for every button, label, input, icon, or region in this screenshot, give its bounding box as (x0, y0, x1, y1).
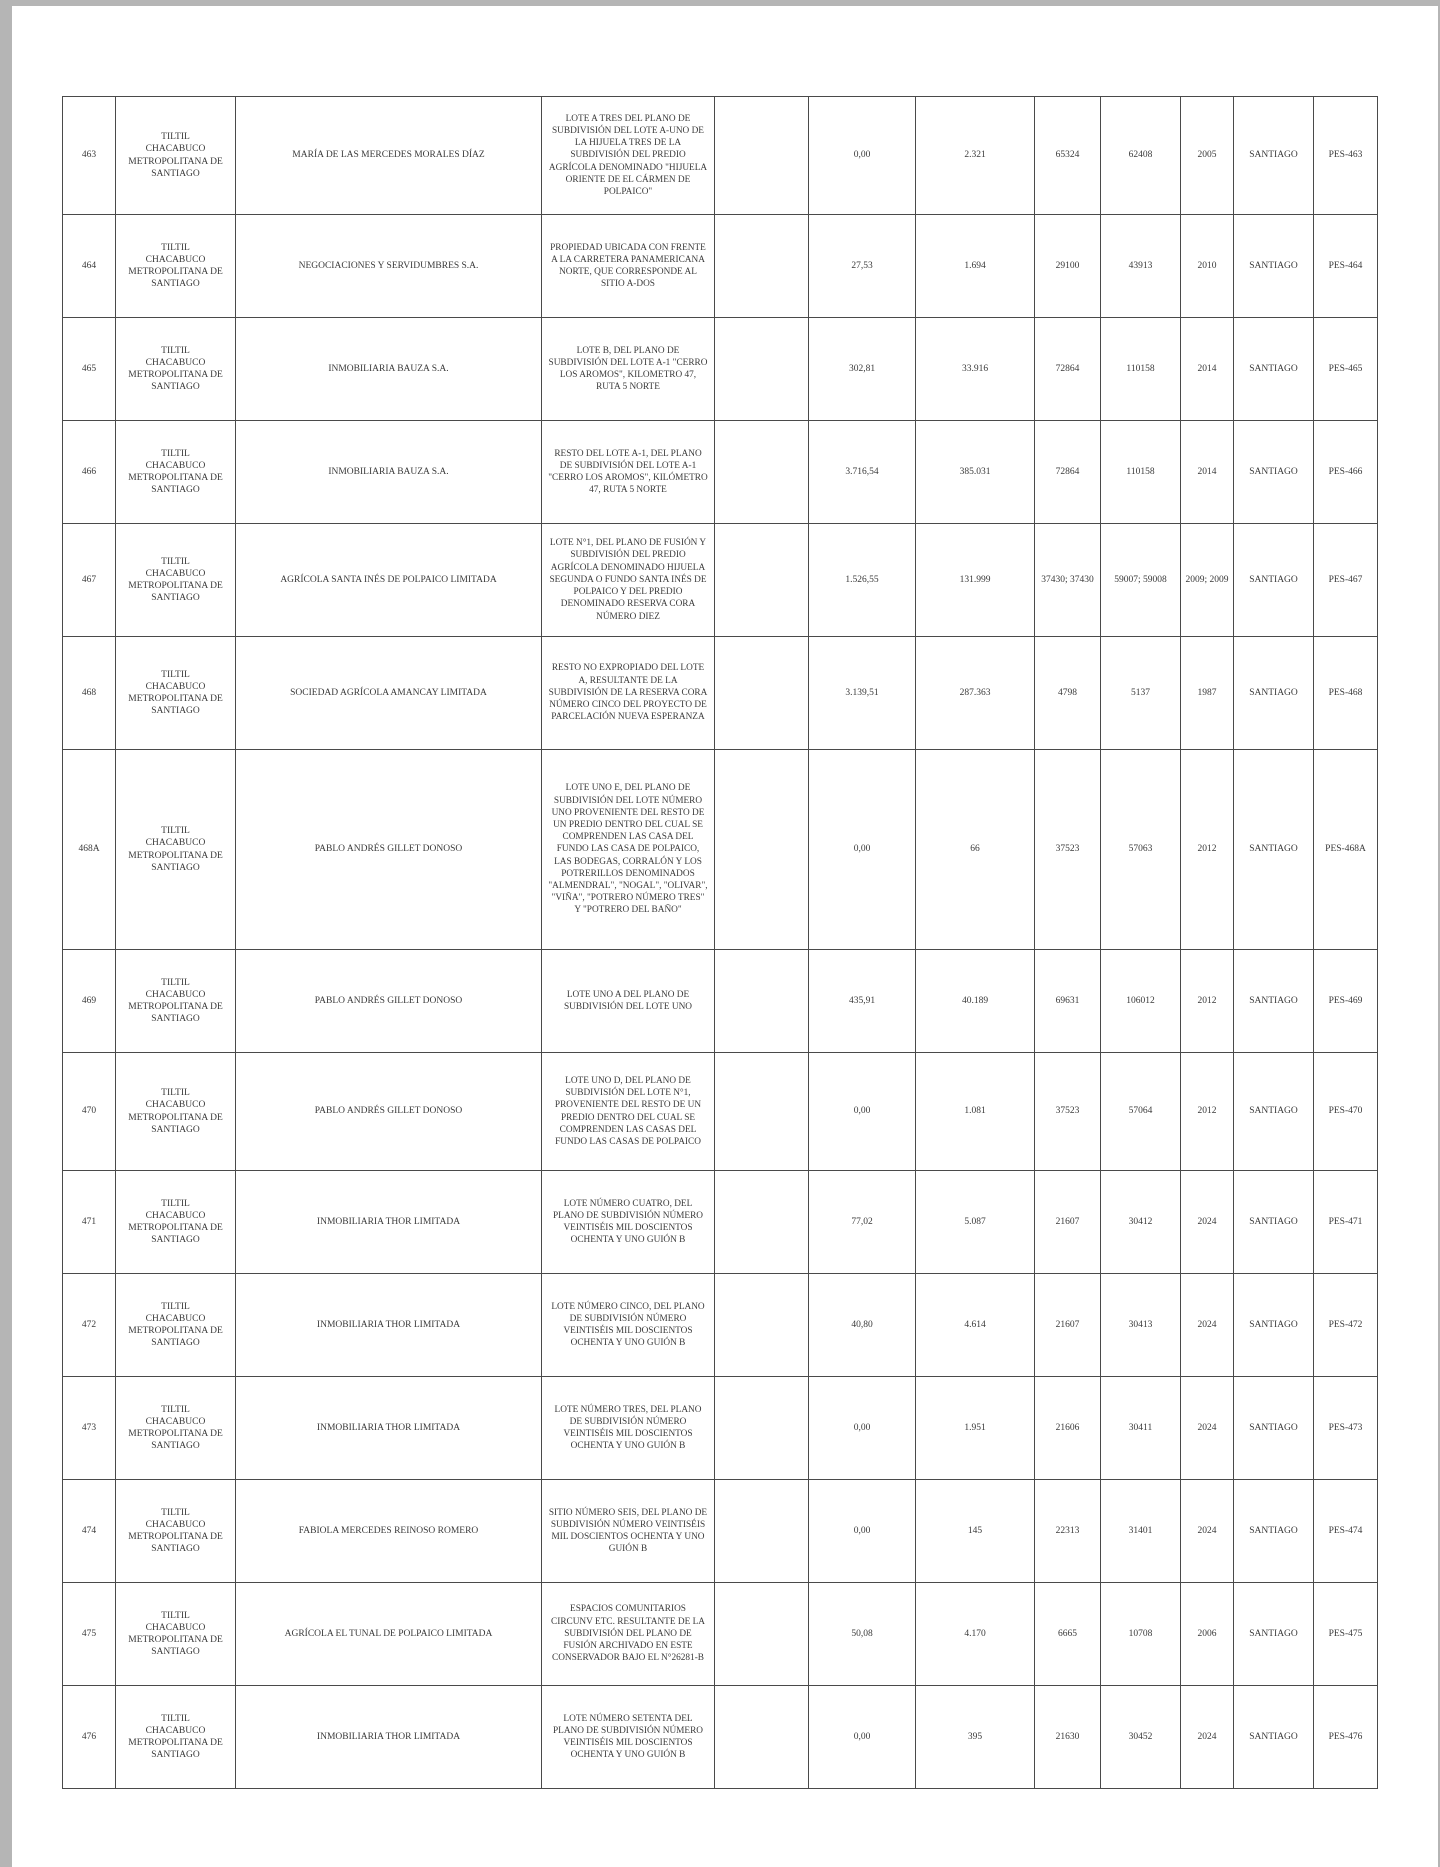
provincia-text: CHACABUCO (145, 989, 206, 1000)
registrar-cell: SANTIAGO (1234, 1480, 1314, 1583)
extra-cell (715, 637, 809, 750)
region-text: METROPOLITANA DE SANTIAGO (128, 1429, 223, 1452)
location-cell (116, 1053, 236, 1171)
registrar-cell: SANTIAGO (1234, 1053, 1314, 1171)
fojas-cell: 69631 (1035, 950, 1101, 1053)
row-id-cell: 466 (63, 421, 116, 524)
year-cell: 2012 (1181, 950, 1234, 1053)
total-area-cell: 1.081 (916, 1053, 1035, 1171)
comuna-text: TILTIL (161, 448, 190, 459)
owner-cell: INMOBILIARIA THOR LIMITADA (236, 1377, 542, 1480)
table-row (63, 318, 1378, 421)
property-description-cell: ESPACIOS COMUNITARIOS CIRCUNV ETC. RESULTANTE DE LA SUBDIVISIÓN DEL PLANO DE FUSIÓN ARCHIVADO EN ESTE CONSERVADOR BAJO EL N°26281-B (542, 1583, 715, 1686)
region-text: METROPOLITANA DE SANTIAGO (128, 1112, 223, 1135)
property-description-cell: LOTE A TRES DEL PLANO DE SUBDIVISIÓN DEL LOTE A-UNO DE LA HIJUELA TRES DE LA SUBDIVISIÓN DEL PREDIO AGRÍCOLA DENOMINADO "HIJUELA ORIENTE DE EL CÁRMEN DE POLPAICO" (542, 97, 715, 215)
location-cell (116, 1274, 236, 1377)
provincia-text: CHACABUCO (145, 357, 206, 368)
table-body (63, 97, 1378, 1789)
affected-area-cell: 77,02 (809, 1171, 916, 1274)
table-row (63, 1583, 1378, 1686)
provincia-text: CHACABUCO (145, 1725, 206, 1736)
property-description-cell: LOTE NÚMERO TRES, DEL PLANO DE SUBDIVISIÓN NÚMERO VEINTISÉIS MIL DOSCIENTOS OCHENTA Y UNO GUIÓN B (542, 1377, 715, 1480)
row-id-cell: 463 (63, 97, 116, 215)
comuna-text: TILTIL (161, 1713, 190, 1724)
comuna-text: TILTIL (161, 669, 190, 680)
extra-cell (715, 1274, 809, 1377)
comuna-text: TILTIL (161, 1198, 190, 1209)
code-cell: PES-474 (1314, 1480, 1378, 1583)
extra-cell (715, 421, 809, 524)
inscription-number-cell: 57064 (1101, 1053, 1181, 1171)
affected-area-cell: 27,53 (809, 215, 916, 318)
inscription-number-cell: 43913 (1101, 215, 1181, 318)
fojas-cell: 21630 (1035, 1686, 1101, 1789)
year-cell: 2024 (1181, 1480, 1234, 1583)
fojas-cell: 21606 (1035, 1377, 1101, 1480)
owner-cell: INMOBILIARIA THOR LIMITADA (236, 1274, 542, 1377)
extra-cell (715, 1686, 809, 1789)
location-cell (116, 950, 236, 1053)
code-cell: PES-475 (1314, 1583, 1378, 1686)
code-cell: PES-464 (1314, 215, 1378, 318)
region-text: METROPOLITANA DE SANTIAGO (128, 1326, 223, 1349)
fojas-cell: 4798 (1035, 637, 1101, 750)
property-description-cell: SITIO NÚMERO SEIS, DEL PLANO DE SUBDIVISIÓN NÚMERO VEINTISÉIS MIL DOSCIENTOS OCHENTA Y UNO GUIÓN B (542, 1480, 715, 1583)
table-row (63, 1686, 1378, 1789)
inscription-number-cell: 30452 (1101, 1686, 1181, 1789)
row-id-cell: 464 (63, 215, 116, 318)
registrar-cell: SANTIAGO (1234, 1686, 1314, 1789)
table-row (63, 1274, 1378, 1377)
provincia-text: CHACABUCO (145, 1313, 206, 1324)
code-cell: PES-469 (1314, 950, 1378, 1053)
property-description-cell: RESTO NO EXPROPIADO DEL LOTE A, RESULTANTE DE LA SUBDIVISIÓN DE LA RESERVA CORA NÚMERO CINCO DEL PROYECTO DE PARCELACIÓN NUEVA ESPERANZA (542, 637, 715, 750)
property-description-cell: LOTE NÚMERO CUATRO, DEL PLANO DE SUBDIVISIÓN NÚMERO VEINTISÉIS MIL DOSCIENTOS OCHENTA Y UNO GUIÓN B (542, 1171, 715, 1274)
code-cell: PES-473 (1314, 1377, 1378, 1480)
provincia-text: CHACABUCO (145, 460, 206, 471)
provincia-text: CHACABUCO (145, 144, 206, 155)
owner-cell: MARÍA DE LAS MERCEDES MORALES DÍAZ (236, 97, 542, 215)
year-cell: 2012 (1181, 1053, 1234, 1171)
registrar-cell: SANTIAGO (1234, 215, 1314, 318)
total-area-cell: 131.999 (916, 524, 1035, 637)
fojas-cell: 29100 (1035, 215, 1101, 318)
table-row (63, 524, 1378, 637)
total-area-cell: 4.170 (916, 1583, 1035, 1686)
total-area-cell: 2.321 (916, 97, 1035, 215)
year-cell: 2014 (1181, 421, 1234, 524)
fojas-cell: 21607 (1035, 1274, 1101, 1377)
property-description-cell: LOTE UNO E, DEL PLANO DE SUBDIVISIÓN DEL LOTE NÚMERO UNO PROVENIENTE DEL RESTO DE UN PREDIO DENTRO DEL CUAL SE COMPRENDEN LAS CASA DEL FUNDO LAS CASA DE POLPAICO, LAS BODEGAS, CORRALÓN Y LOS POTRERILLOS DENOMINADOS "ALMENDRAL", "NOGAL", "OLIVAR", "VIÑA", "POTRERO NÚMERO TRES" Y "POTRERO DEL BAÑO" (542, 750, 715, 950)
region-text: METROPOLITANA DE SANTIAGO (128, 267, 223, 290)
total-area-cell: 1.694 (916, 215, 1035, 318)
total-area-cell: 40.189 (916, 950, 1035, 1053)
total-area-cell: 4.614 (916, 1274, 1035, 1377)
table-row (63, 1171, 1378, 1274)
location-cell (116, 750, 236, 950)
code-cell: PES-468A (1314, 750, 1378, 950)
fojas-cell: 37523 (1035, 1053, 1101, 1171)
region-text: METROPOLITANA DE SANTIAGO (128, 1002, 223, 1025)
year-cell: 2014 (1181, 318, 1234, 421)
table-row (63, 215, 1378, 318)
extra-cell (715, 950, 809, 1053)
owner-cell: AGRÍCOLA EL TUNAL DE POLPAICO LIMITADA (236, 1583, 542, 1686)
owner-cell: INMOBILIARIA BAUZA S.A. (236, 421, 542, 524)
year-cell: 2009; 2009 (1181, 524, 1234, 637)
year-cell: 2024 (1181, 1377, 1234, 1480)
year-cell: 2005 (1181, 97, 1234, 215)
registrar-cell: SANTIAGO (1234, 421, 1314, 524)
region-text: METROPOLITANA DE SANTIAGO (128, 473, 223, 496)
row-id-cell: 469 (63, 950, 116, 1053)
region-text: METROPOLITANA DE SANTIAGO (128, 581, 223, 604)
property-description-cell: LOTE B, DEL PLANO DE SUBDIVISIÓN DEL LOTE A-1 "CERRO LOS AROMOS", KILOMETRO 47, RUTA 5 NORTE (542, 318, 715, 421)
fojas-cell: 21607 (1035, 1171, 1101, 1274)
affected-area-cell: 302,81 (809, 318, 916, 421)
affected-area-cell: 3.716,54 (809, 421, 916, 524)
provincia-text: CHACABUCO (145, 254, 206, 265)
table-row (63, 1480, 1378, 1583)
location-cell (116, 215, 236, 318)
code-cell: PES-470 (1314, 1053, 1378, 1171)
year-cell: 2024 (1181, 1686, 1234, 1789)
registrar-cell: SANTIAGO (1234, 750, 1314, 950)
affected-area-cell: 0,00 (809, 750, 916, 950)
row-id-cell: 475 (63, 1583, 116, 1686)
fojas-cell: 6665 (1035, 1583, 1101, 1686)
comuna-text: TILTIL (161, 1301, 190, 1312)
extra-cell (715, 318, 809, 421)
location-cell (116, 1377, 236, 1480)
code-cell: PES-468 (1314, 637, 1378, 750)
extra-cell (715, 1583, 809, 1686)
inscription-number-cell: 110158 (1101, 318, 1181, 421)
provincia-text: CHACABUCO (145, 838, 206, 849)
property-description-cell: LOTE UNO A DEL PLANO DE SUBDIVISIÓN DEL LOTE UNO (542, 950, 715, 1053)
year-cell: 1987 (1181, 637, 1234, 750)
provincia-text: CHACABUCO (145, 1622, 206, 1633)
total-area-cell: 5.087 (916, 1171, 1035, 1274)
extra-cell (715, 524, 809, 637)
year-cell: 2010 (1181, 215, 1234, 318)
year-cell: 2012 (1181, 750, 1234, 950)
registrar-cell: SANTIAGO (1234, 1171, 1314, 1274)
fojas-cell: 72864 (1035, 318, 1101, 421)
provincia-text: CHACABUCO (145, 681, 206, 692)
affected-area-cell: 0,00 (809, 1480, 916, 1583)
row-id-cell: 470 (63, 1053, 116, 1171)
inscription-number-cell: 10708 (1101, 1583, 1181, 1686)
property-table (62, 96, 1378, 1789)
fojas-cell: 72864 (1035, 421, 1101, 524)
region-text: METROPOLITANA DE SANTIAGO (128, 1223, 223, 1246)
registrar-cell: SANTIAGO (1234, 950, 1314, 1053)
owner-cell: AGRÍCOLA SANTA INÉS DE POLPAICO LIMITADA (236, 524, 542, 637)
registrar-cell: SANTIAGO (1234, 1377, 1314, 1480)
inscription-number-cell: 30412 (1101, 1171, 1181, 1274)
inscription-number-cell: 59007; 59008 (1101, 524, 1181, 637)
extra-cell (715, 1171, 809, 1274)
location-cell (116, 1171, 236, 1274)
inscription-number-cell: 30411 (1101, 1377, 1181, 1480)
registrar-cell: SANTIAGO (1234, 637, 1314, 750)
row-id-cell: 476 (63, 1686, 116, 1789)
registrar-cell: SANTIAGO (1234, 1274, 1314, 1377)
affected-area-cell: 0,00 (809, 97, 916, 215)
provincia-text: CHACABUCO (145, 568, 206, 579)
table-row (63, 950, 1378, 1053)
region-text: METROPOLITANA DE SANTIAGO (128, 850, 223, 873)
affected-area-cell: 0,00 (809, 1686, 916, 1789)
row-id-cell: 468A (63, 750, 116, 950)
owner-cell: PABLO ANDRÉS GILLET DONOSO (236, 950, 542, 1053)
fojas-cell: 37523 (1035, 750, 1101, 950)
owner-cell: FABIOLA MERCEDES REINOSO ROMERO (236, 1480, 542, 1583)
region-text: METROPOLITANA DE SANTIAGO (128, 1532, 223, 1555)
table-row (63, 97, 1378, 215)
affected-area-cell: 50,08 (809, 1583, 916, 1686)
inscription-number-cell: 5137 (1101, 637, 1181, 750)
inscription-number-cell: 31401 (1101, 1480, 1181, 1583)
registrar-cell: SANTIAGO (1234, 1583, 1314, 1686)
row-id-cell: 465 (63, 318, 116, 421)
extra-cell (715, 97, 809, 215)
comuna-text: TILTIL (161, 1404, 190, 1415)
location-cell (116, 97, 236, 215)
total-area-cell: 145 (916, 1480, 1035, 1583)
property-description-cell: LOTE UNO D, DEL PLANO DE SUBDIVISIÓN DEL LOTE N°1, PROVENIENTE DEL RESTO DE UN PREDIO DENTRO DEL CUAL SE COMPRENDEN LAS CASAS DEL FUNDO LAS CASAS DE POLPAICO (542, 1053, 715, 1171)
table-row (63, 1053, 1378, 1171)
comuna-text: TILTIL (161, 826, 190, 837)
extra-cell (715, 750, 809, 950)
comuna-text: TILTIL (161, 345, 190, 356)
total-area-cell: 33.916 (916, 318, 1035, 421)
document-page (12, 6, 1438, 1867)
affected-area-cell: 3.139,51 (809, 637, 916, 750)
row-id-cell: 474 (63, 1480, 116, 1583)
code-cell: PES-463 (1314, 97, 1378, 215)
comuna-text: TILTIL (161, 242, 190, 253)
affected-area-cell: 0,00 (809, 1377, 916, 1480)
row-id-cell: 471 (63, 1171, 116, 1274)
inscription-number-cell: 57063 (1101, 750, 1181, 950)
fojas-cell: 22313 (1035, 1480, 1101, 1583)
comuna-text: TILTIL (161, 1088, 190, 1099)
registrar-cell: SANTIAGO (1234, 318, 1314, 421)
year-cell: 2024 (1181, 1274, 1234, 1377)
region-text: METROPOLITANA DE SANTIAGO (128, 156, 223, 179)
extra-cell (715, 1480, 809, 1583)
table-row (63, 1377, 1378, 1480)
row-id-cell: 468 (63, 637, 116, 750)
comuna-text: TILTIL (161, 556, 190, 567)
region-text: METROPOLITANA DE SANTIAGO (128, 1635, 223, 1658)
property-description-cell: LOTE NÚMERO CINCO, DEL PLANO DE SUBDIVISIÓN NÚMERO VEINTISÉIS MIL DOSCIENTOS OCHENTA Y UNO GUIÓN B (542, 1274, 715, 1377)
fojas-cell: 65324 (1035, 97, 1101, 215)
location-cell (116, 421, 236, 524)
code-cell: PES-467 (1314, 524, 1378, 637)
property-description-cell: PROPIEDAD UBICADA CON FRENTE A LA CARRETERA PANAMERICANA NORTE, QUE CORRESPONDE AL SITIO A-DOS (542, 215, 715, 318)
extra-cell (715, 1053, 809, 1171)
owner-cell: INMOBILIARIA BAUZA S.A. (236, 318, 542, 421)
extra-cell (715, 215, 809, 318)
location-cell (116, 1583, 236, 1686)
owner-cell: INMOBILIARIA THOR LIMITADA (236, 1686, 542, 1789)
extra-cell (715, 1377, 809, 1480)
code-cell: PES-471 (1314, 1171, 1378, 1274)
comuna-text: TILTIL (161, 1610, 190, 1621)
comuna-text: TILTIL (161, 977, 190, 988)
registrar-cell: SANTIAGO (1234, 524, 1314, 637)
code-cell: PES-466 (1314, 421, 1378, 524)
total-area-cell: 1.951 (916, 1377, 1035, 1480)
row-id-cell: 472 (63, 1274, 116, 1377)
total-area-cell: 395 (916, 1686, 1035, 1789)
provincia-text: CHACABUCO (145, 1416, 206, 1427)
table-row (63, 421, 1378, 524)
fojas-cell: 37430; 37430 (1035, 524, 1101, 637)
property-description-cell: LOTE N°1, DEL PLANO DE FUSIÓN Y SUBDIVISIÓN DEL PREDIO AGRÍCOLA DENOMINADO HIJUELA SEGUNDA O FUNDO SANTA INÉS DE POLPAICO Y DEL PREDIO DENOMINADO RESERVA CORA NÚMERO DIEZ (542, 524, 715, 637)
row-id-cell: 467 (63, 524, 116, 637)
owner-cell: SOCIEDAD AGRÍCOLA AMANCAY LIMITADA (236, 637, 542, 750)
owner-cell: INMOBILIARIA THOR LIMITADA (236, 1171, 542, 1274)
affected-area-cell: 1.526,55 (809, 524, 916, 637)
property-description-cell: LOTE NÚMERO SETENTA DEL PLANO DE SUBDIVISIÓN NÚMERO VEINTISÉIS MIL DOSCIENTOS OCHENTA Y UNO GUIÓN B (542, 1686, 715, 1789)
total-area-cell: 287.363 (916, 637, 1035, 750)
year-cell: 2006 (1181, 1583, 1234, 1686)
owner-cell: NEGOCIACIONES Y SERVIDUMBRES S.A. (236, 215, 542, 318)
row-id-cell: 473 (63, 1377, 116, 1480)
comuna-text: TILTIL (161, 1507, 190, 1518)
inscription-number-cell: 62408 (1101, 97, 1181, 215)
owner-cell: PABLO ANDRÉS GILLET DONOSO (236, 750, 542, 950)
code-cell: PES-476 (1314, 1686, 1378, 1789)
code-cell: PES-472 (1314, 1274, 1378, 1377)
year-cell: 2024 (1181, 1171, 1234, 1274)
location-cell (116, 637, 236, 750)
provincia-text: CHACABUCO (145, 1100, 206, 1111)
registrar-cell: SANTIAGO (1234, 97, 1314, 215)
provincia-text: CHACABUCO (145, 1519, 206, 1530)
affected-area-cell: 40,80 (809, 1274, 916, 1377)
location-cell (116, 524, 236, 637)
region-text: METROPOLITANA DE SANTIAGO (128, 370, 223, 393)
location-cell (116, 1480, 236, 1583)
provincia-text: CHACABUCO (145, 1210, 206, 1221)
inscription-number-cell: 106012 (1101, 950, 1181, 1053)
inscription-number-cell: 30413 (1101, 1274, 1181, 1377)
comuna-text: TILTIL (161, 132, 190, 143)
total-area-cell: 385.031 (916, 421, 1035, 524)
table-row (63, 750, 1378, 950)
property-description-cell: RESTO DEL LOTE A-1, DEL PLANO DE SUBDIVISIÓN DEL LOTE A-1 "CERRO LOS AROMOS", KILÓMETRO 47, RUTA 5 NORTE (542, 421, 715, 524)
location-cell (116, 1686, 236, 1789)
region-text: METROPOLITANA DE SANTIAGO (128, 1738, 223, 1761)
owner-cell: PABLO ANDRÉS GILLET DONOSO (236, 1053, 542, 1171)
table-row (63, 637, 1378, 750)
affected-area-cell: 0,00 (809, 1053, 916, 1171)
region-text: METROPOLITANA DE SANTIAGO (128, 694, 223, 717)
total-area-cell: 66 (916, 750, 1035, 950)
code-cell: PES-465 (1314, 318, 1378, 421)
location-cell (116, 318, 236, 421)
affected-area-cell: 435,91 (809, 950, 916, 1053)
inscription-number-cell: 110158 (1101, 421, 1181, 524)
